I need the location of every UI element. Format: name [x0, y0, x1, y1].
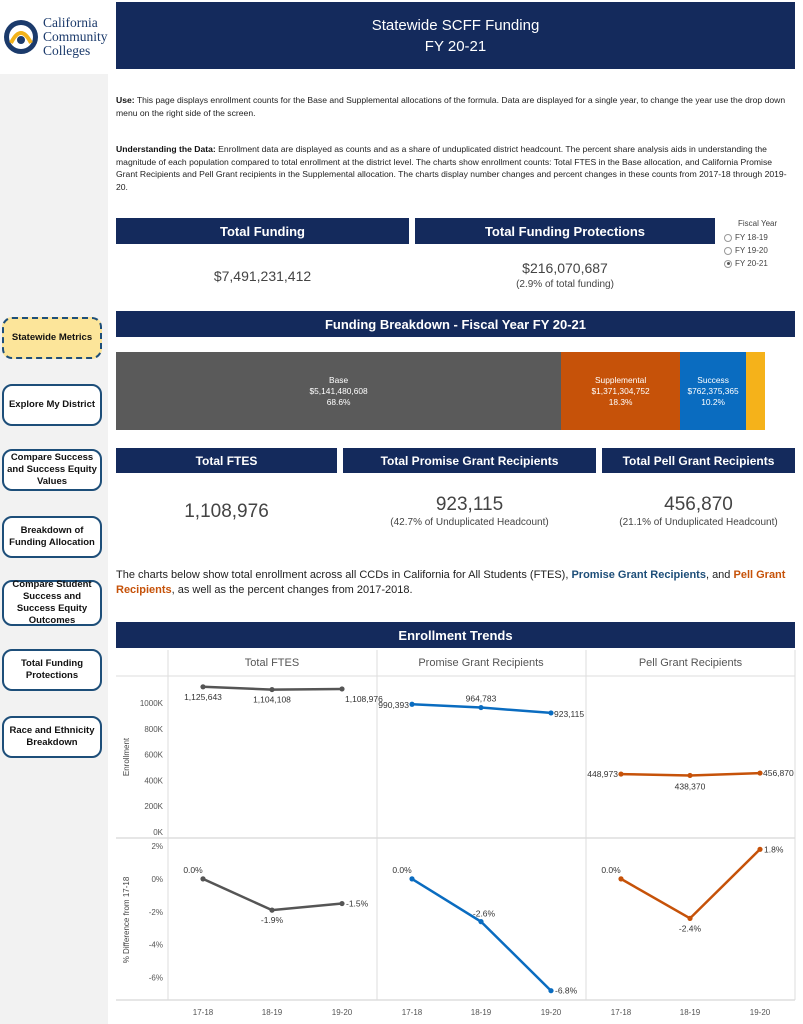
understanding-paragraph: Understanding the Data: Enrollment data are displayed as counts and as a share of unduplicated district headcount. The percent share analysis aids in understanding the magnitude of each population compared to total enrollment at the district level. The charts show enrollment counts: Total FTES in the Base allocation, and California Promise Grant Recipients and Pell Grant recipients in the Supplemental allocation. The charts display number changes and percent changes in these counts from 2017-18 through 2019-20. [116, 144, 787, 192]
facet-title-ftes: Total FTES [244, 657, 300, 669]
nav-breakdown-funding-allocation[interactable]: Breakdown of Funding Allocation [2, 516, 102, 558]
y-tick-label: 2% [151, 842, 163, 851]
total-protections-value: $216,070,687 [522, 260, 608, 276]
fiscal-year-option-20-21[interactable]: FY 20-21 [724, 259, 768, 268]
data-point [478, 919, 483, 924]
total-promise-header: Total Promise Grant Recipients [343, 448, 596, 473]
data-label: -1.9% [260, 915, 284, 926]
use-paragraph: Use: This page displays enrollment counts for the Base and Supplemental allocations of the formula. Data are displayed for a single year, to change the year use the drop down menu on the right side of the screen. [116, 95, 786, 118]
data-point [478, 705, 483, 710]
y-tick-label: 1000K [139, 699, 163, 708]
data-point [200, 876, 205, 881]
data-label: 0.0% [183, 864, 203, 875]
funding-breakdown-header: Funding Breakdown - Fiscal Year FY 20-21 [116, 311, 795, 337]
y-tick-label: 800K [144, 724, 163, 734]
data-label: 1.8% [764, 844, 784, 855]
fiscal-year-option-19-20[interactable]: FY 19-20 [724, 246, 768, 255]
x-tick-label: 18-19 [679, 1008, 701, 1017]
x-tick-label: 18-19 [470, 1008, 492, 1017]
page-subtitle: FY 20-21 [424, 37, 487, 55]
total-pell-value: 456,870 [664, 494, 733, 515]
data-label: 456,870 [763, 768, 794, 779]
enrollment-trends-header: Enrollment Trends [116, 622, 795, 648]
data-label: 923,115 [554, 708, 585, 719]
page-title: Statewide SCFF Funding [371, 16, 540, 34]
data-point [687, 916, 692, 921]
total-promise-share: (42.7% of Unduplicated Headcount) [390, 517, 549, 528]
data-label: 438,370 [674, 781, 706, 792]
data-point [339, 686, 344, 691]
total-protections-header: Total Funding Protections [415, 218, 715, 244]
data-point [200, 684, 205, 689]
y-tick-label: -4% [148, 940, 163, 950]
data-label: -2.4% [678, 923, 702, 934]
y-tick-label: 0% [151, 874, 163, 884]
series-line [203, 879, 342, 910]
segment-supplemental[interactable]: Supplemental $1,371,304,752 18.3% [561, 352, 680, 430]
x-tick-label: 19-20 [749, 1008, 771, 1017]
y-axis-label: % Difference from 17-18 [122, 876, 131, 964]
total-pell-share: (21.1% of Unduplicated Headcount) [619, 517, 778, 528]
data-label: 1,104,108 [253, 694, 291, 705]
nav-total-funding-protections[interactable]: Total Funding Protections [2, 649, 102, 691]
facet-title-pell: Pell Grant Recipients [638, 657, 743, 669]
data-point [757, 770, 762, 775]
data-point [269, 908, 274, 913]
nav-compare-success-equity-values[interactable]: Compare Success and Success Equity Values [2, 449, 102, 491]
facet-title-promise: Promise Grant Recipients [418, 657, 544, 669]
data-point [618, 876, 623, 881]
x-tick-label: 19-20 [540, 1008, 562, 1017]
x-tick-label: 19-20 [331, 1008, 353, 1017]
enrollment-note: The charts below show total enrollment across all CCDs in California for All Students (FTES), Promise Grant Recipients, and Pell Grant Recipients, as well as the percent changes from 2017-2018. [116, 569, 786, 596]
nav-compare-student-outcomes[interactable]: Compare Student Success and Success Equity Outcomes [2, 580, 102, 626]
y-tick-label: 400K [144, 776, 163, 786]
data-point [757, 847, 762, 852]
total-protections-share: (2.9% of total funding) [516, 279, 614, 290]
series-line [621, 849, 760, 918]
total-funding-header: Total Funding [116, 218, 409, 244]
data-label: 0.0% [601, 864, 621, 875]
y-tick-label: -6% [148, 973, 163, 983]
data-point [409, 702, 414, 707]
data-label: -2.6% [472, 908, 496, 919]
x-tick-label: 17-18 [401, 1008, 423, 1017]
y-tick-label: -2% [148, 907, 163, 917]
fiscal-year-label: Fiscal Year [738, 219, 778, 228]
data-label: 964,783 [465, 693, 497, 704]
nav-explore-my-district[interactable]: Explore My District [2, 384, 102, 426]
y-tick-label: 600K [144, 750, 163, 760]
x-tick-label: 18-19 [261, 1008, 283, 1017]
segment-success[interactable]: Success $762,375,365 10.2% [680, 352, 746, 430]
segment-base[interactable]: Base $5,141,480,608 68.6% [116, 352, 561, 430]
data-point [548, 710, 553, 715]
x-tick-label: 17-18 [192, 1008, 214, 1017]
data-point [618, 771, 623, 776]
data-point [269, 687, 274, 692]
x-tick-label: 17-18 [610, 1008, 632, 1017]
y-tick-label: 200K [144, 802, 163, 812]
nav-race-ethnicity-breakdown[interactable]: Race and Ethnicity Breakdown [2, 716, 102, 758]
data-label: 0.0% [392, 864, 412, 875]
data-point [409, 876, 414, 881]
fiscal-year-option-18-19[interactable]: FY 18-19 [724, 233, 768, 242]
data-label: -1.5% [346, 898, 369, 909]
y-axis-label: Enrollment [122, 737, 131, 777]
nav-statewide-metrics[interactable]: Statewide Metrics [2, 317, 102, 359]
total-ftes-value: 1,108,976 [184, 501, 269, 522]
total-promise-value: 923,115 [435, 494, 504, 515]
data-point [548, 988, 553, 993]
y-tick-label: 0K [153, 828, 163, 837]
data-label: -6.8% [555, 985, 578, 996]
total-ftes-header: Total FTES [116, 448, 337, 473]
data-point [687, 773, 692, 778]
total-pell-header: Total Pell Grant Recipients [602, 448, 795, 473]
data-point [339, 901, 344, 906]
data-label: 448,973 [587, 769, 618, 780]
data-label: 1,108,976 [345, 693, 383, 704]
data-label: 1,125,643 [184, 691, 222, 702]
total-funding-value: $7,491,231,412 [213, 268, 312, 284]
data-label: 990,393 [378, 700, 409, 711]
series-line [412, 879, 551, 991]
logo-wordmark: California Community Colleges [43, 15, 108, 58]
